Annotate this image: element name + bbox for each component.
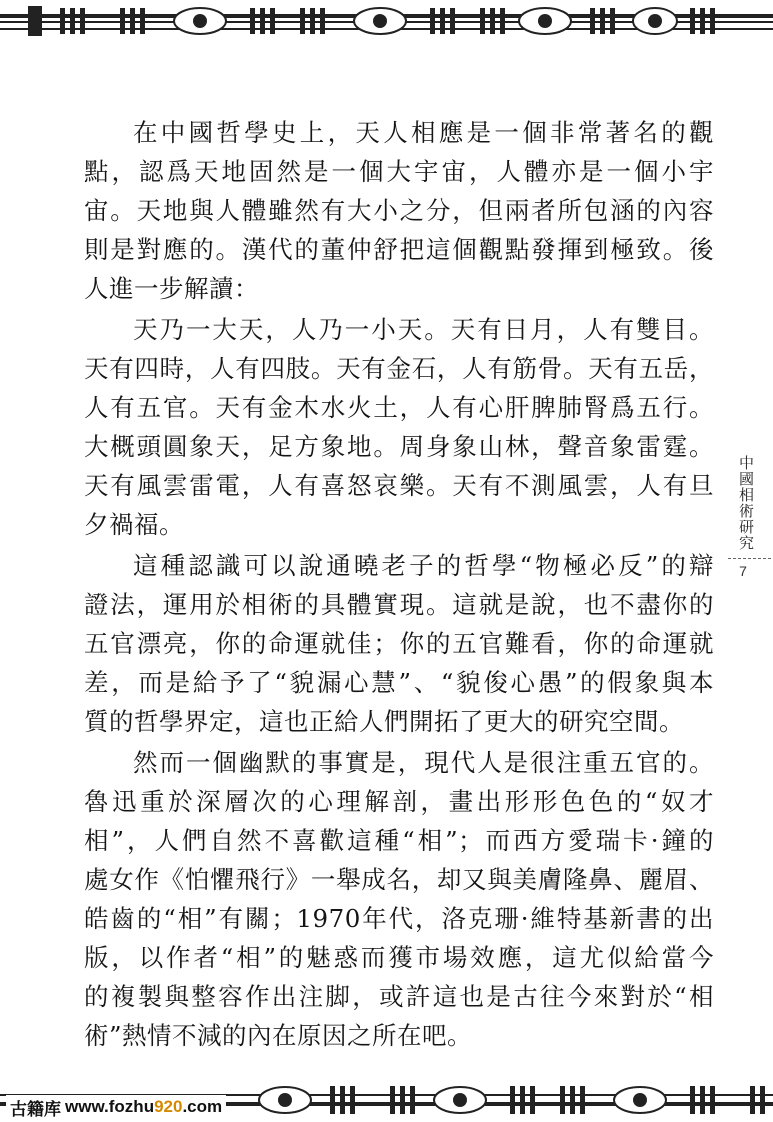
text-line: 皓齒的“相”有關；1970年代，洛克珊·維特基新書的出 [84, 904, 714, 933]
paragraph-2-quote [84, 310, 714, 544]
text-line: 宙。天地與人體雖然有大小之分，但兩者所包涵的內容 [84, 196, 714, 225]
top-decorative-border [0, 0, 773, 40]
text-line: 術”熱情不減的內在原因之所在吧。 [84, 1021, 473, 1050]
paragraph-3 [84, 546, 714, 741]
text-line: 的複製與整容作出注脚，或許這也是古往今來對於“相 [84, 982, 714, 1011]
text-line: 五官漂亮，你的命運就佳；你的五官難看，你的命運就 [84, 629, 714, 658]
page-number: 7 [739, 563, 747, 579]
text-line: 相”，人們自然不喜歡這種“相”；而西方愛瑞卡·鐘的 [84, 826, 714, 855]
text-line: 夕禍福。 [84, 510, 184, 539]
watermark-url-prefix: www.fozhu [65, 1097, 155, 1116]
text-line: 點，認爲天地固然是一個大宇宙，人體亦是一個小宇 [84, 157, 714, 186]
text-line: 人進一步解讀： [84, 274, 259, 303]
watermark-site-name: 古籍库 [10, 1099, 61, 1119]
text-line: 版，以作者“相”的魅惑而獲市場效應，這尤似給當今 [84, 943, 714, 972]
text-line: 天乃一大天，人乃一小天。天有日月，人有雙目。 [133, 315, 714, 344]
site-watermark [6, 1095, 226, 1119]
paragraph-4 [84, 743, 714, 1055]
text-line: 處女作《怕懼飛行》一舉成名，却又與美膚隆鼻、麗眉、 [84, 865, 714, 894]
text-line: 這種認識可以說通曉老子的哲學“物極必反”的辯 [133, 551, 714, 580]
text-line: 人有五官。天有金木水火土，人有心肝脾肺腎爲五行。 [84, 393, 714, 422]
watermark-url-highlight: 920 [154, 1097, 183, 1116]
text-line: 差，而是給予了“貌漏心慧”、“貌俊心愚”的假象與本 [84, 668, 714, 697]
side-divider [728, 558, 773, 559]
paragraph-1 [84, 113, 714, 308]
text-line: 魯迅重於深層次的心理解剖，畫出形形色色的“奴才 [84, 787, 714, 816]
body-text [84, 113, 714, 1055]
text-line: 質的哲學界定，這也正給人們開拓了更大的研究空間。 [84, 707, 684, 736]
top-border-pattern [0, 0, 773, 40]
text-line: 則是對應的。漢代的董仲舒把這個觀點發揮到極致。後 [84, 235, 714, 264]
running-title: 中國相術研究 [737, 455, 755, 551]
text-line: 天有四時，人有四肢。天有金石，人有筋骨。天有五岳， [84, 354, 714, 383]
watermark-url-suffix: .com [182, 1097, 223, 1116]
text-line: 證法，運用於相術的具體實現。這就是說，也不盡你的 [84, 590, 714, 619]
text-line: 天有風雲雷電，人有喜怒哀樂。天有不測風雲，人有旦 [84, 471, 714, 500]
text-line: 大概頭圓象天，足方象地。周身象山林，聲音象雷霆。 [84, 432, 714, 461]
watermark-url [65, 1097, 222, 1117]
text-line: 在中國哲學史上，天人相應是一個非常著名的觀 [133, 118, 714, 147]
text-line: 然而一個幽默的事實是，現代人是很注重五官的。 [133, 748, 714, 777]
